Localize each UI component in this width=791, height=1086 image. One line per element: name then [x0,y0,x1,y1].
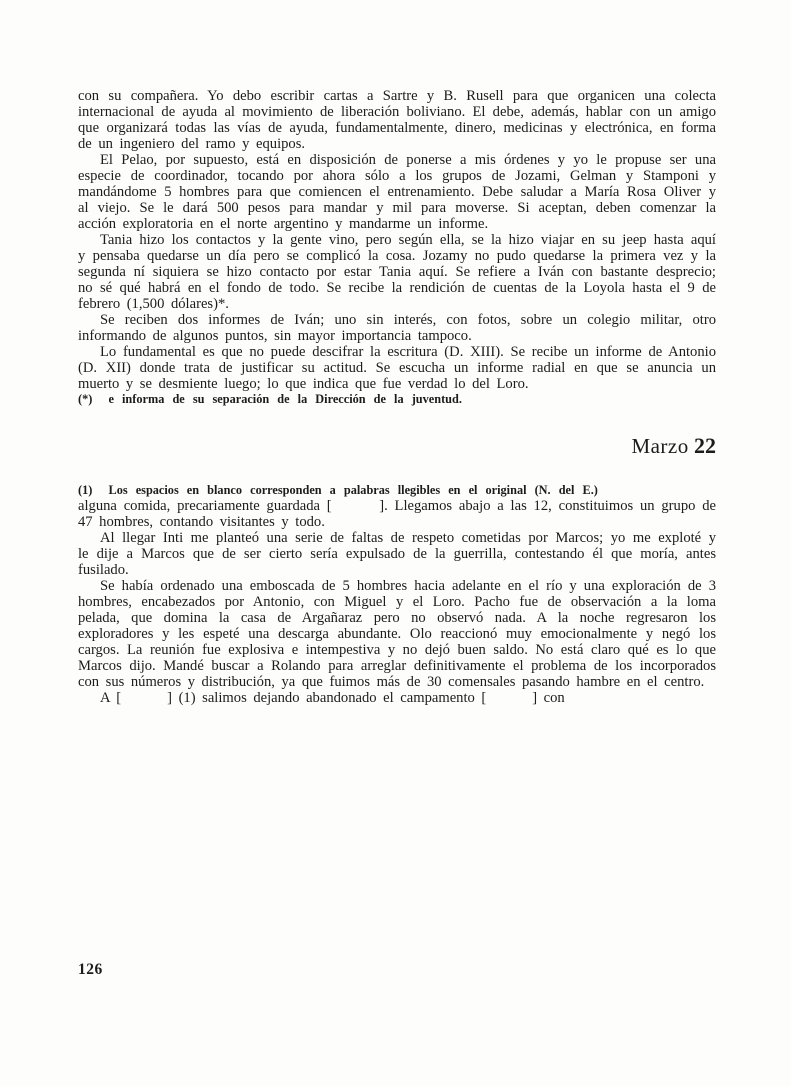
paragraph: Lo fundamental es que no puede descifrar la escritura (D. XIII). Se recibe un informe de Antonio (D. XII) donde trata de justificar su actitud. Se escucha un informe radial en que se anuncia un muerto y se desmiente luego; lo que indica que fue verdad lo del Loro. [78,344,716,392]
page-content [78,88,716,706]
paragraph: Al llegar Inti me planteó una serie de faltas de respeto cometidas por Marcos; yo me exploté y le dije a Marcos que de ser cierto sería expulsado de la guerrilla, contestando él que moría, antes fusilado. [78,530,716,578]
paragraph: Tania hizo los contactos y la gente vino, pero según ella, se la hizo viajar en su jeep hasta aquí y pensaba quedarse un día pero se complicó la cosa. Jozamy no pudo quedarse la primera vez y la segunda ní siquiera se hizo contacto por estar Tania aquí. Se refiere a Iván con bastante desprecio; no sé qué habrá en el fondo de todo. Se recibe la rendición de cuentas de la Loyola hasta el 9 de febrero (1,500 dólares)*. [78,232,716,312]
paragraph: con su compañera. Yo debo escribir cartas a Sartre y B. Rusell para que organicen una colecta internacional de ayuda al movimiento de liberación boliviano. El debe, además, hablar con un amigo que organizará todas las vías de ayuda, fundamentalmente, dinero, medicinas y electrónica, en forma de un ingeniero del ramo y equipos. [78,88,716,152]
date-heading [78,434,716,458]
paragraph: Se reciben dos informes de Iván; uno sin interés, con fotos, sobre un colegio militar, otro informando de algunos puntos, sin mayor importancia tampoco. [78,312,716,344]
page-number: 126 [78,961,103,978]
footnote-star: (*) e informa de su separación de la Dirección de la juventud. [78,392,462,406]
paragraph: Se había ordenado una emboscada de 5 hombres hacia adelante en el río y una exploración de 3 hombres, encabezados por Antonio, con Miguel y el Loro. Pacho fue de observación a la loma pelada, que domina la casa de Argañaraz pero no observó nada. A la noche regresaron los exploradores y les espeté una descarga abundante. Olo reaccionó muy emocionalmente y negó los cargos. La reunión fue explosiva e intempestiva y no dejó buen saldo. No está claro qué es lo que Marcos dijo. Mandé buscar a Rolando para arreglar definitivamente el problema de los incorporados con sus números y distribución, ya que fuimos más de 30 comensales pasando hambre en el centro. [78,578,716,690]
footnote-editor-note: (1) Los espacios en blanco corresponden a palabras llegibles en el original (N. del E.) [78,483,598,497]
date-day: 22 [694,433,716,458]
date-month: Marzo [631,434,689,458]
paragraph: A [ ] (1) salimos dejando abandonado el campamento [ ] con [100,690,565,706]
paragraph: alguna comida, precariamente guardada [ ]. Llegamos abajo a las 12, constituimos un grupo de 47 hombres, contando visitantes y todo. [78,498,716,530]
paragraph: El Pelao, por supuesto, está en disposición de ponerse a mis órdenes y yo le propuse ser una especie de coordinador, tocando por ahora sólo a los grupos de Jozami, Gelman y Stamponi y mandándome 5 hombres para que comiencen el entrenamiento. Debe saludar a María Rosa Oliver y al viejo. Se le dará 500 pesos para mandar y mil para moverse. Si aceptan, deben comenzar la acción exploratoria en el norte argentino y mandarme un informe. [78,152,716,232]
